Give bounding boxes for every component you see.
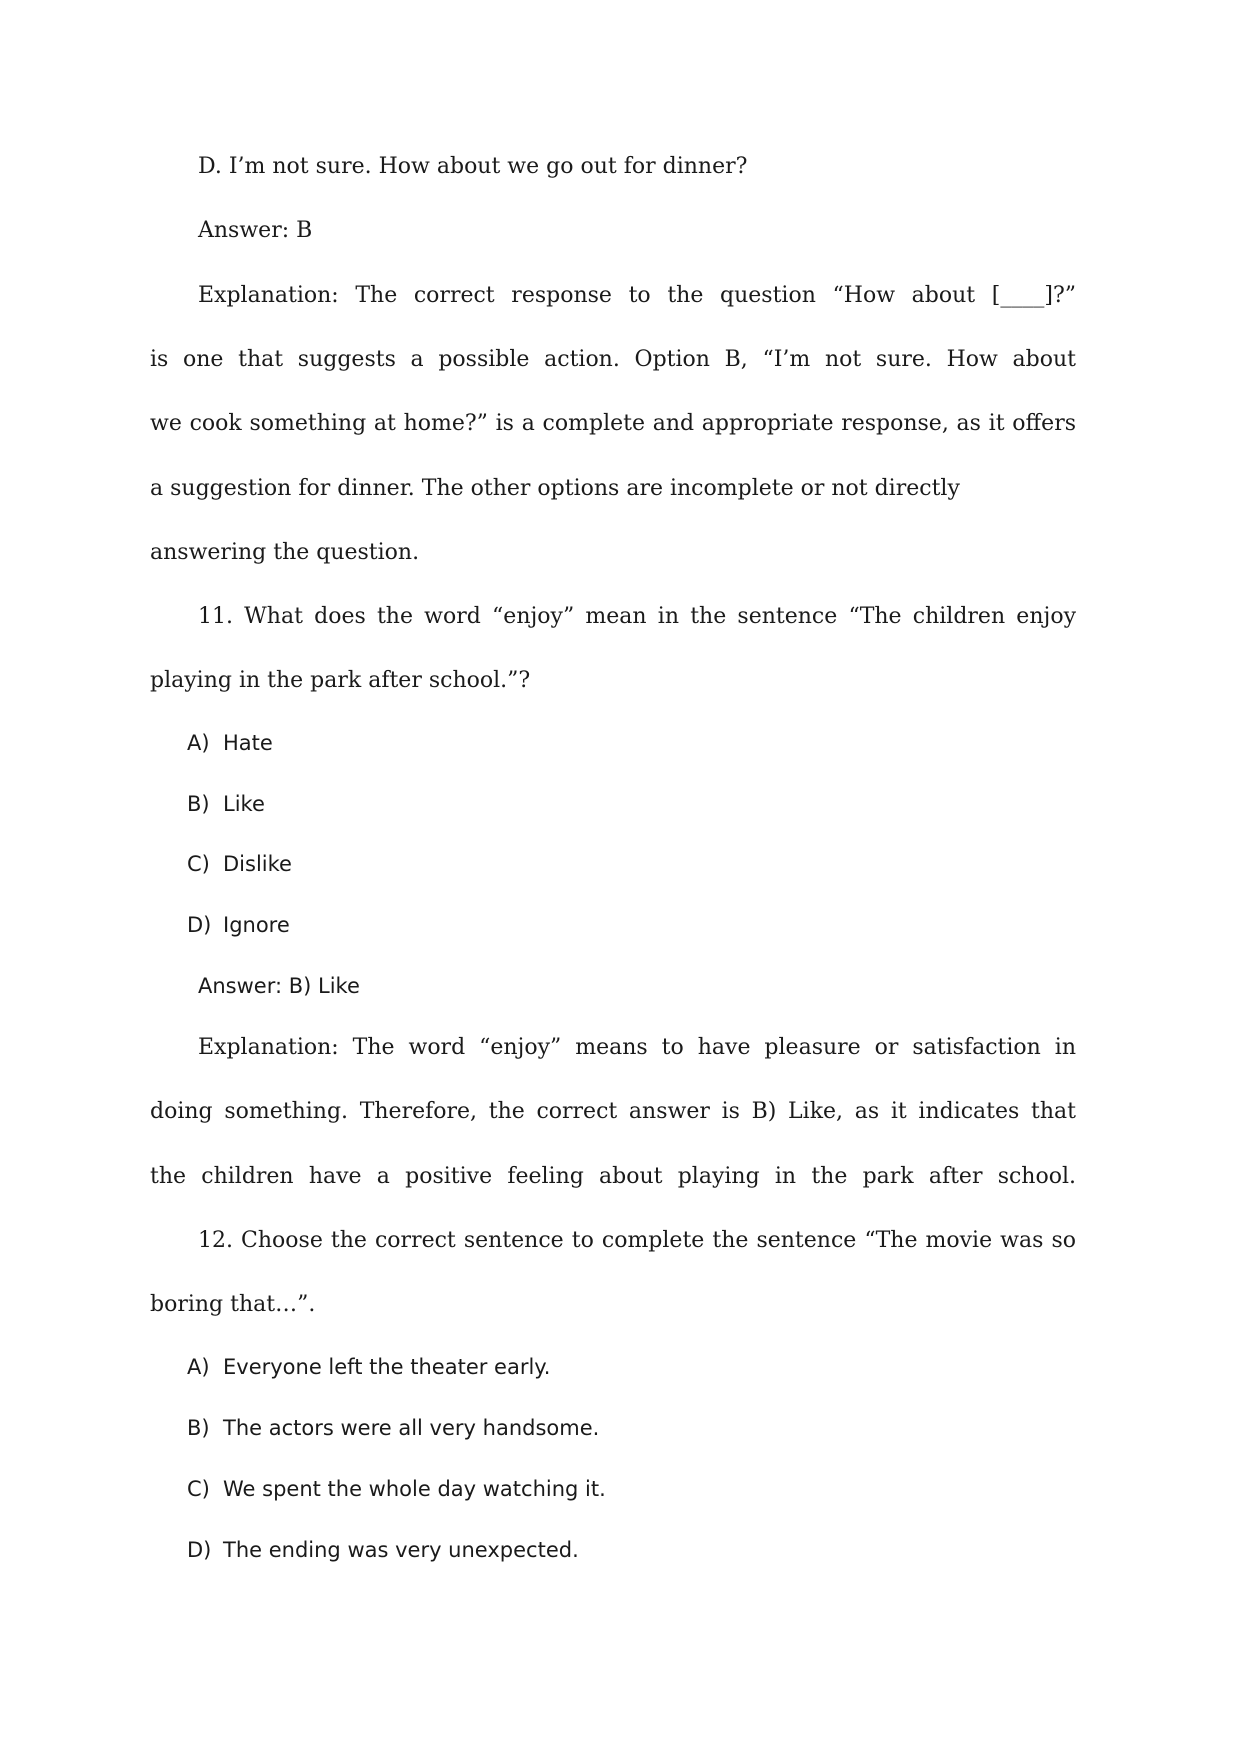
option-text: The ending was very unexpected. xyxy=(223,1538,579,1562)
q11-option-c xyxy=(187,849,987,879)
prev-answer: Answer: B xyxy=(198,218,313,243)
prev-explanation-line-2: is one that suggests a possible action. Option B, “I’m not sure. How about xyxy=(150,347,1076,372)
q11-explanation-line-2: doing something. Therefore, the correct answer is B) Like, as it indicates that xyxy=(150,1099,1076,1124)
prev-option-d: D. I’m not sure. How about we go out for dinner? xyxy=(198,154,748,179)
option-letter: B) xyxy=(187,1416,210,1440)
option-letter: C) xyxy=(187,852,210,876)
q11-stem-line-2: playing in the park after school.”? xyxy=(150,668,531,693)
prev-explanation-line-1: Explanation: The correct response to the question “How about [____]?” xyxy=(198,283,1076,308)
option-text: We spent the whole day watching it. xyxy=(223,1477,606,1501)
q11-option-a xyxy=(187,728,987,758)
prev-explanation-line-5: answering the question. xyxy=(150,540,420,565)
option-letter: A) xyxy=(187,1355,210,1379)
option-letter: D) xyxy=(187,913,212,937)
option-text: Everyone left the theater early. xyxy=(223,1355,551,1379)
q11-option-b xyxy=(187,789,987,819)
option-text: Ignore xyxy=(223,913,290,937)
q11-answer: Answer: B) Like xyxy=(198,974,360,998)
option-text: Hate xyxy=(223,731,273,755)
q11-explanation-line-1: Explanation: The word “enjoy” means to have pleasure or satisfaction in xyxy=(198,1035,1076,1060)
option-text: The actors were all very handsome. xyxy=(223,1416,600,1440)
q12-stem-line-1: 12. Choose the correct sentence to complete the sentence “The movie was so xyxy=(198,1228,1076,1253)
option-letter: A) xyxy=(187,731,210,755)
q12-option-a xyxy=(187,1352,987,1382)
q12-option-b xyxy=(187,1413,987,1443)
q12-stem-line-2: boring that…”. xyxy=(150,1292,316,1317)
prev-explanation-line-4: a suggestion for dinner. The other options are incomplete or not directly xyxy=(150,476,960,501)
q12-option-c xyxy=(187,1474,987,1504)
option-text: Dislike xyxy=(223,852,292,876)
option-letter: D) xyxy=(187,1538,212,1562)
option-letter: B) xyxy=(187,792,210,816)
q12-option-d xyxy=(187,1535,987,1565)
q11-explanation-line-3: the children have a positive feeling about playing in the park after school. xyxy=(150,1164,1076,1189)
prev-explanation-line-3: we cook something at home?” is a complete and appropriate response, as it offers xyxy=(150,411,1076,436)
q11-option-d xyxy=(187,910,987,940)
q11-stem-line-1: 11. What does the word “enjoy” mean in the sentence “The children enjoy xyxy=(198,604,1076,629)
option-letter: C) xyxy=(187,1477,210,1501)
option-text: Like xyxy=(223,792,265,816)
